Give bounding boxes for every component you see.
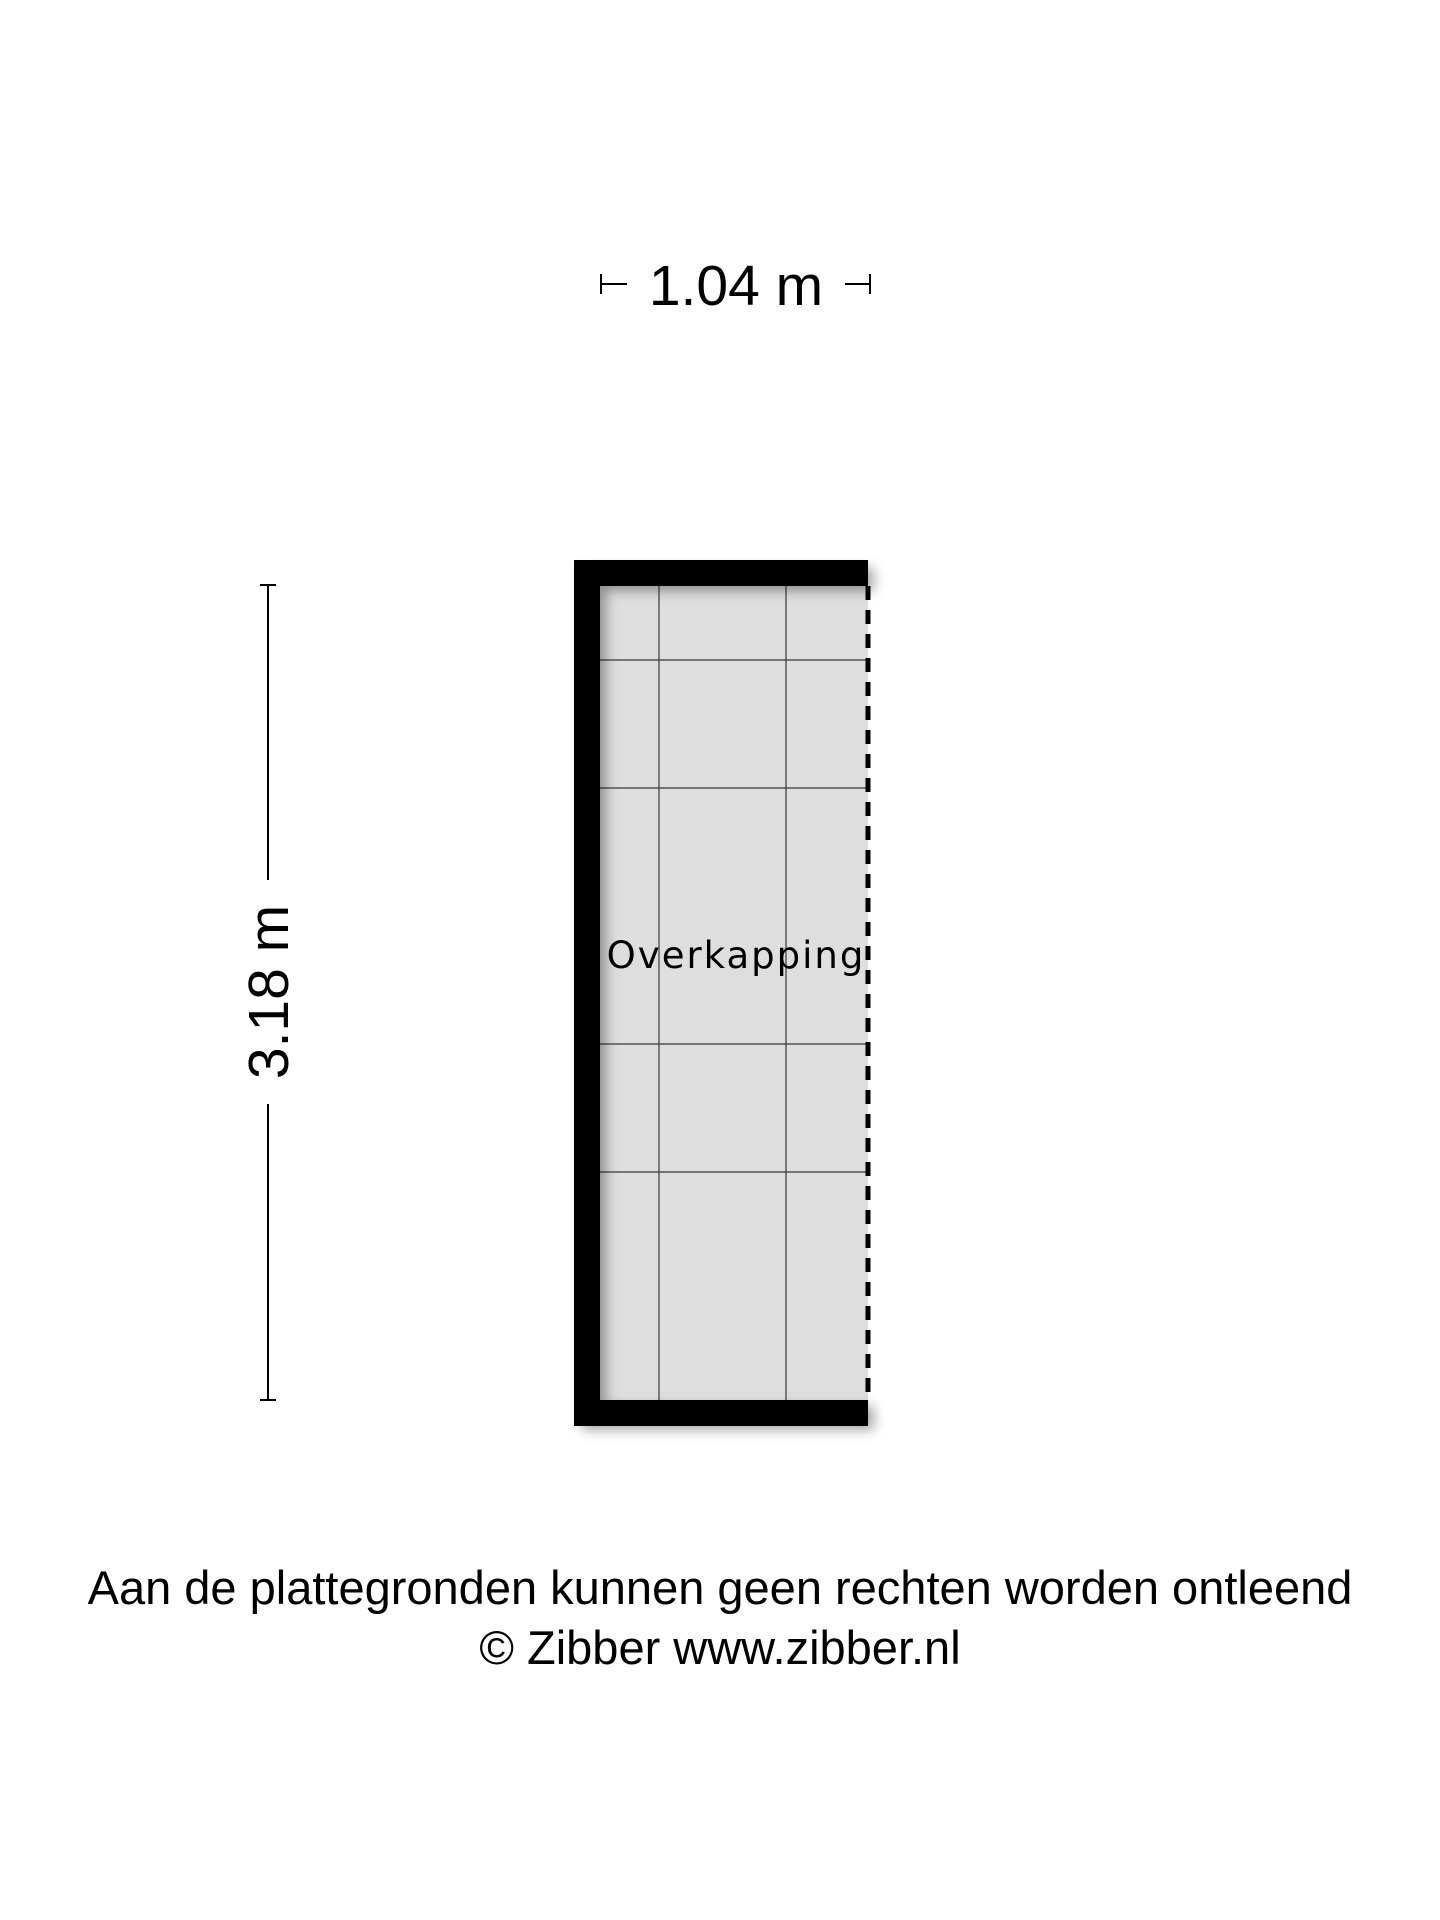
height-label: 3.18 m xyxy=(237,904,301,1080)
footer-disclaimer xyxy=(0,1558,1440,1678)
height-dimension xyxy=(237,585,301,1400)
room-label: Overkapping xyxy=(606,934,866,977)
width-label: 1.04 m xyxy=(648,254,824,318)
width-dimension xyxy=(601,254,870,318)
disclaimer-text: Aan de plattegronden kunnen geen rechten worden ontleend xyxy=(87,1561,1353,1614)
room-floor xyxy=(600,585,868,1400)
copyright-text: © Zibber www.zibber.nl xyxy=(479,1621,961,1674)
